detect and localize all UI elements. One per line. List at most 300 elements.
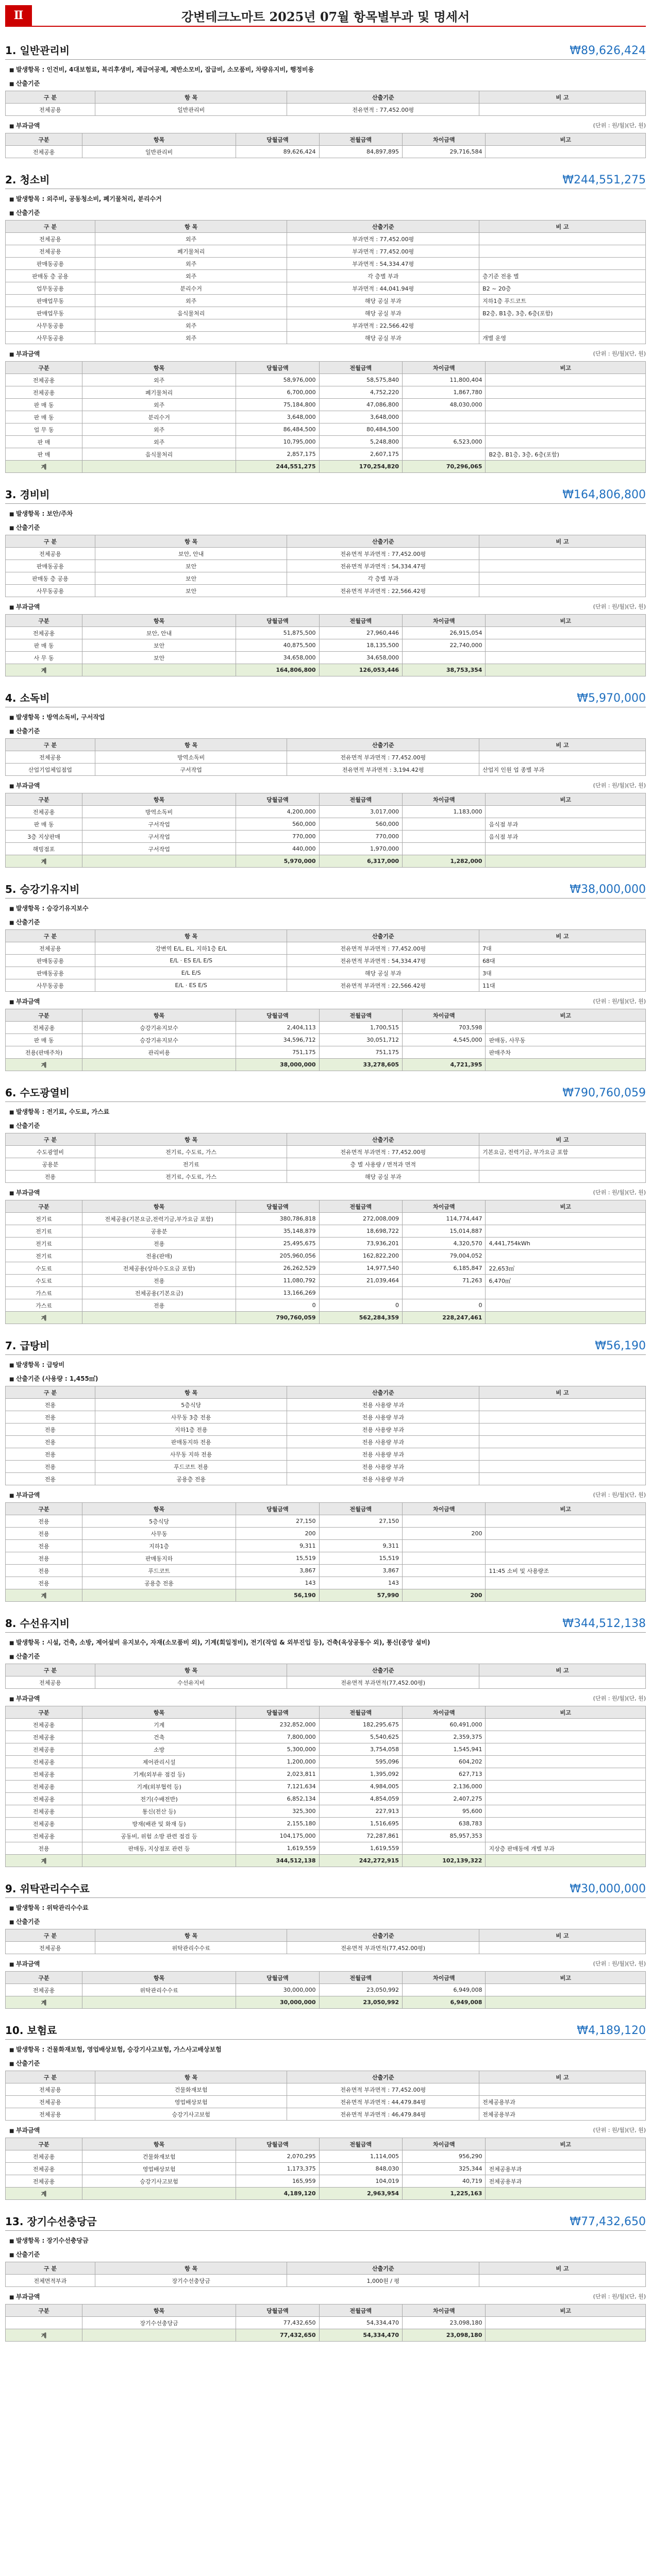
result-col-header: 비고 — [486, 1200, 646, 1213]
result-cell: 전체공용(기본요금,전력기금,부가요금 포함) — [82, 1213, 236, 1225]
standard-cell — [479, 1423, 646, 1436]
result-cell: 판 매 — [6, 448, 82, 461]
standard-cell: 층기준 전용 별 — [479, 270, 646, 282]
result-cell: 18,135,500 — [319, 639, 402, 652]
total-cell — [486, 1312, 646, 1324]
standard-col-header: 비 고 — [479, 1664, 646, 1676]
standard-col-header: 산출기준 — [287, 930, 479, 942]
result-table — [5, 2138, 646, 2200]
result-row — [6, 1528, 646, 1540]
unit-note: (단위 : 원/월)(단, 원) — [593, 603, 646, 610]
standard-cell: 층 별 사용량 / 면적과 면적 — [287, 1158, 479, 1171]
result-cell: 전체공용 — [6, 2175, 82, 2188]
result-col-header: 전월금액 — [319, 2304, 402, 2317]
section-amount: ₩790,760,059 — [562, 1087, 646, 1099]
result-row — [6, 806, 646, 818]
standard-cell: 보안 — [95, 572, 287, 585]
result-cell: 3,648,000 — [236, 411, 319, 423]
result-cell — [6, 2317, 82, 2329]
total-cell — [486, 855, 646, 868]
result-cell: 47,086,800 — [319, 399, 402, 411]
result-cell: 전용 — [6, 1515, 82, 1528]
total-cell — [486, 2188, 646, 2200]
section-header — [5, 42, 646, 60]
result-cell: 전체공용 — [6, 806, 82, 818]
result-col-header: 당월금액 — [236, 1972, 319, 1984]
result-cell: 770,000 — [236, 831, 319, 843]
result-cell: 공동비, 위험 소방 관련 점검 등 — [82, 1830, 236, 1842]
standard-table — [5, 929, 646, 992]
result-cell: 전체공용 — [6, 627, 82, 639]
result-cell: 소방 — [82, 1743, 236, 1756]
standard-cell: 전용 사용량 부과 — [287, 1473, 479, 1485]
section-1 — [5, 42, 646, 158]
standard-table — [5, 738, 646, 776]
doc-title: 강변테크노마트 2025년 07월 항목별부과 및 명세서 — [181, 9, 470, 24]
standard-cell — [479, 319, 646, 332]
result-row — [6, 1552, 646, 1565]
standard-cell: 전체공용 — [6, 233, 95, 245]
result-cell: 전체공용 — [6, 1781, 82, 1793]
result-col-header: 항목 — [82, 1972, 236, 1984]
result-row — [6, 843, 646, 855]
result-cell: 13,166,269 — [236, 1287, 319, 1299]
result-cell: 7,800,000 — [236, 1731, 319, 1743]
result-cell: 48,030,000 — [403, 399, 486, 411]
result-cell: 23,098,180 — [403, 2317, 486, 2329]
result-cell: 10,795,000 — [236, 436, 319, 448]
result-cell: 72,287,861 — [319, 1830, 402, 1842]
sections-container — [5, 42, 646, 2342]
result-cell: 전체공용 — [6, 1756, 82, 1768]
section-title: 4. 소독비 — [5, 692, 50, 704]
result-cell — [486, 1577, 646, 1589]
result-cell: 84,897,895 — [319, 146, 402, 158]
section-amount: ₩89,626,424 — [570, 44, 646, 57]
result-row — [6, 1046, 646, 1059]
standard-cell: 분리수거 — [95, 282, 287, 295]
standard-cell: 수도광열비 — [6, 1146, 95, 1158]
result-cell: 판 매 동 — [6, 818, 82, 831]
total-cell — [82, 1589, 236, 1602]
result-cell: 전체공용 — [6, 2163, 82, 2175]
standard-cell: 전체공용 — [6, 104, 95, 116]
result-cell — [319, 1528, 402, 1540]
total-cell: 38,000,000 — [236, 1059, 319, 1071]
standard-row — [6, 1399, 646, 1411]
total-cell: 102,139,322 — [403, 1855, 486, 1867]
result-cell: 232,852,000 — [236, 1719, 319, 1731]
result-cell — [486, 411, 646, 423]
standard-cell: E/L · ES E/S — [95, 979, 287, 992]
result-label: ■ 부과금액 (단위 : 원/월)(단, 원) — [9, 781, 646, 790]
section-header — [5, 1880, 646, 1898]
standard-col-header: 항 목 — [95, 1133, 287, 1146]
section-header — [5, 1615, 646, 1633]
standard-cell: 전체공용 — [6, 1942, 95, 1954]
total-cell: 200 — [403, 1589, 486, 1602]
result-cell: 15,519 — [319, 1552, 402, 1565]
result-cell: 21,039,464 — [319, 1275, 402, 1287]
standard-cell: 판매동공용 — [6, 967, 95, 979]
result-label: ■ 부과금액 (단위 : 원/월)(단, 원) — [9, 1188, 646, 1197]
standard-cell: 폐기물처리 — [95, 245, 287, 258]
result-cell: 26,262,529 — [236, 1262, 319, 1275]
section-amount: ₩244,551,275 — [562, 174, 646, 187]
result-col-header: 차이금액 — [403, 1706, 486, 1719]
result-col-header: 차이금액 — [403, 1503, 486, 1515]
standard-cell: 사무동공용 — [6, 979, 95, 992]
section-amount: ₩77,432,650 — [570, 2215, 646, 2228]
standard-cell: 판매동공용 — [6, 560, 95, 572]
result-col-header: 당월금액 — [236, 1706, 319, 1719]
result-cell: 분리수거 — [82, 411, 236, 423]
standard-cell: 3대 — [479, 967, 646, 979]
standard-cell: 전유면적 부과면적 : 77,452.00평 — [287, 2083, 479, 2096]
result-cell: 전체공용 — [6, 1805, 82, 1818]
result-cell — [486, 1250, 646, 1262]
standard-row — [6, 548, 646, 560]
standard-cell: 전체공용 — [6, 942, 95, 955]
result-cell — [486, 806, 646, 818]
standard-row — [6, 955, 646, 967]
standard-row — [6, 560, 646, 572]
unit-note: (단위 : 원/월)(단, 원) — [593, 1960, 646, 1967]
standard-row — [6, 1171, 646, 1183]
result-cell: 627,713 — [403, 1768, 486, 1781]
standard-cell: 해당 공실 부과 — [287, 1171, 479, 1183]
standard-label: ■ 산출기준 — [9, 726, 646, 735]
result-col-header: 항목 — [82, 1200, 236, 1213]
result-cell: 전용 — [6, 1528, 82, 1540]
standard-cell: 사무동공용 — [6, 332, 95, 344]
result-cell: 89,626,424 — [236, 146, 319, 158]
result-cell: 지상층 판매동에 개별 부과 — [486, 1842, 646, 1855]
result-cell: 2,359,375 — [403, 1731, 486, 1743]
standard-cell: 전용 — [6, 1399, 95, 1411]
result-cell: 182,295,675 — [319, 1719, 402, 1731]
result-cell: 51,875,500 — [236, 627, 319, 639]
result-cell: 전용(판매주차) — [6, 1046, 82, 1059]
result-cell: 통신(전산 등) — [82, 1805, 236, 1818]
standard-cell — [479, 548, 646, 560]
result-cell: 전체공용 — [6, 374, 82, 386]
result-cell: 방역소독비 — [82, 806, 236, 818]
total-cell: 57,990 — [319, 1589, 402, 1602]
result-cell: 770,000 — [319, 831, 402, 843]
result-cell: 전체공용 — [6, 1830, 82, 1842]
result-cell — [486, 652, 646, 664]
result-cell — [403, 423, 486, 436]
result-row — [6, 1022, 646, 1034]
result-cell: 장기수선충당금 — [82, 2317, 236, 2329]
total-cell: 계 — [6, 1589, 82, 1602]
result-table — [5, 133, 646, 158]
total-cell: 562,284,359 — [319, 1312, 402, 1324]
result-row — [6, 1287, 646, 1299]
result-cell: 0 — [236, 1299, 319, 1312]
section-description: ■ 발생항목 : 외주비, 공동청소비, 폐기물처리, 분리수거 — [9, 194, 646, 203]
section-header — [5, 2213, 646, 2231]
result-cell: 판 매 동 — [6, 639, 82, 652]
standard-row — [6, 104, 646, 116]
standard-cell: 전용 — [6, 1473, 95, 1485]
total-row — [6, 1312, 646, 1324]
result-cell: 2,857,175 — [236, 448, 319, 461]
result-col-header: 비고 — [486, 1972, 646, 1984]
section-header — [5, 1084, 646, 1102]
standard-cell: 해당 공실 부과 — [287, 332, 479, 344]
result-row — [6, 1818, 646, 1830]
standard-cell — [479, 585, 646, 597]
result-col-header: 항목 — [82, 615, 236, 627]
result-cell: 수도료 — [6, 1275, 82, 1287]
result-row — [6, 2163, 646, 2175]
standard-cell: 해당 공실 부과 — [287, 295, 479, 307]
result-cell: 판매동지하 — [82, 1552, 236, 1565]
result-cell — [403, 843, 486, 855]
standard-cell — [479, 751, 646, 764]
result-cell: 1,545,941 — [403, 1743, 486, 1756]
result-col-header: 전월금액 — [319, 793, 402, 806]
section-amount: ₩56,190 — [595, 1340, 646, 1352]
result-cell: 판 매 동 — [6, 1034, 82, 1046]
result-cell: 판 매 — [6, 436, 82, 448]
result-row — [6, 2175, 646, 2188]
standard-cell: 각 층별 부과 — [287, 270, 479, 282]
result-col-header: 구분 — [6, 2304, 82, 2317]
result-cell: 5층식당 — [82, 1515, 236, 1528]
standard-cell: 각 층별 부과 — [287, 572, 479, 585]
result-cell: 60,491,000 — [403, 1719, 486, 1731]
total-row — [6, 1996, 646, 2009]
result-cell — [486, 1818, 646, 1830]
result-label: ■ 부과금액 (단위 : 원/월)(단, 원) — [9, 2126, 646, 2134]
result-cell: 영업배상보험 — [82, 2163, 236, 2175]
result-cell: 전기(수배전반) — [82, 1793, 236, 1805]
result-cell: 54,334,470 — [319, 2317, 402, 2329]
standard-cell: 위탁관리수수료 — [95, 1942, 287, 1954]
standard-row — [6, 1461, 646, 1473]
standard-row — [6, 751, 646, 764]
standard-cell: 구서작업 — [95, 764, 287, 776]
result-cell: 제어관리시설 — [82, 1756, 236, 1768]
standard-label: ■ 산출기준 — [9, 523, 646, 532]
standard-table — [5, 220, 646, 344]
standard-col-header: 산출기준 — [287, 1664, 479, 1676]
result-row — [6, 411, 646, 423]
total-cell: 1,282,000 — [403, 855, 486, 868]
result-cell: 음식점 부과 — [486, 818, 646, 831]
result-row — [6, 1238, 646, 1250]
standard-row — [6, 1448, 646, 1461]
total-cell — [82, 2188, 236, 2200]
result-cell: 86,484,500 — [236, 423, 319, 436]
result-row — [6, 448, 646, 461]
result-col-header: 항목 — [82, 133, 236, 146]
result-col-header: 차이금액 — [403, 362, 486, 374]
result-cell: 9,311 — [319, 1540, 402, 1552]
result-col-header: 차이금액 — [403, 1009, 486, 1022]
standard-row — [6, 967, 646, 979]
result-cell: 1,970,000 — [319, 843, 402, 855]
section-title: 2. 청소비 — [5, 174, 50, 186]
total-row — [6, 1059, 646, 1071]
result-cell — [486, 1793, 646, 1805]
standard-col-header: 비 고 — [479, 221, 646, 233]
standard-cell: 전용 — [6, 1411, 95, 1423]
result-cell: 전체공용 — [6, 386, 82, 399]
result-cell: 전용 — [6, 1540, 82, 1552]
standard-cell: 외주 — [95, 233, 287, 245]
section-header — [5, 2022, 646, 2040]
result-cell: 전용 — [6, 1552, 82, 1565]
unit-note: (단위 : 원/월)(단, 원) — [593, 2127, 646, 2133]
result-row — [6, 1262, 646, 1275]
standard-col-header: 비 고 — [479, 2262, 646, 2275]
standard-cell: 전용 — [6, 1171, 95, 1183]
result-col-header: 전월금액 — [319, 2138, 402, 2150]
result-row — [6, 1830, 646, 1842]
standard-cell — [479, 560, 646, 572]
standard-cell — [479, 1461, 646, 1473]
result-col-header: 비고 — [486, 1706, 646, 1719]
standard-cell — [479, 1448, 646, 1461]
result-cell: 판매주차 — [486, 1046, 646, 1059]
standard-col-header: 구 분 — [6, 1133, 95, 1146]
result-cell: 3,648,000 — [319, 411, 402, 423]
result-cell: 2,023,811 — [236, 1768, 319, 1781]
result-cell: 1,619,559 — [319, 1842, 402, 1855]
result-row — [6, 1731, 646, 1743]
result-cell: 27,150 — [319, 1515, 402, 1528]
standard-cell: 수선유지비 — [95, 1676, 287, 1689]
result-cell: 604,202 — [403, 1756, 486, 1768]
section-8 — [5, 1615, 646, 1867]
section-header — [5, 172, 646, 189]
result-row — [6, 1565, 646, 1577]
standard-cell — [479, 1171, 646, 1183]
section-header — [5, 1337, 646, 1355]
standard-col-header: 항 목 — [95, 2071, 287, 2083]
result-col-header: 비고 — [486, 362, 646, 374]
standard-row — [6, 245, 646, 258]
standard-cell: 보안, 안내 — [95, 548, 287, 560]
result-cell: 4,441,754kWh — [486, 1238, 646, 1250]
result-cell: 건물화재보험 — [82, 2150, 236, 2163]
result-col-header: 전월금액 — [319, 1706, 402, 1719]
result-cell: 18,698,722 — [319, 1225, 402, 1238]
result-cell: 34,658,000 — [319, 652, 402, 664]
result-cell: 해빙점포 — [6, 843, 82, 855]
standard-cell: 68대 — [479, 955, 646, 967]
result-cell: 1,173,375 — [236, 2163, 319, 2175]
result-cell: 2,070,295 — [236, 2150, 319, 2163]
standard-cell: 업무동공용 — [6, 282, 95, 295]
standard-cell: 전유면적 부과면적 : 77,452.00평 — [287, 751, 479, 764]
total-cell — [82, 1855, 236, 1867]
standard-col-header: 구 분 — [6, 739, 95, 751]
standard-col-header: 비 고 — [479, 930, 646, 942]
standard-cell: 전유면적 부과면적 : 77,452.00평 — [287, 1146, 479, 1158]
result-cell: 전체공용 — [6, 1768, 82, 1781]
result-cell: 22,653㎥ — [486, 1262, 646, 1275]
result-cell: 40,719 — [403, 2175, 486, 2188]
standard-cell: 판매업무동 — [6, 307, 95, 319]
result-row — [6, 1793, 646, 1805]
standard-row — [6, 942, 646, 955]
total-row — [6, 1589, 646, 1602]
standard-label: ■ 산출기준 — [9, 1917, 646, 1926]
total-cell: 4,189,120 — [236, 2188, 319, 2200]
standard-cell: 부과면적 : 54,334.47평 — [287, 258, 479, 270]
result-cell: 위탁관리수수료 — [82, 1984, 236, 1996]
standard-cell: 전유면적 부과면적 : 77,452.00평 — [287, 942, 479, 955]
result-cell — [403, 1540, 486, 1552]
standard-col-header: 산출기준 — [287, 1386, 479, 1399]
result-cell: 325,300 — [236, 1805, 319, 1818]
section-description: ■ 발생항목 : 인건비, 4대보험료, 복리후생비, 제급여공제, 제반소모비, 잡급비, 소모품비, 차량유지비, 행정비용 — [9, 65, 646, 74]
result-cell: 440,000 — [236, 843, 319, 855]
standard-col-header: 비 고 — [479, 2071, 646, 2083]
result-label: ■ 부과금액 (단위 : 원/월)(단, 원) — [9, 1694, 646, 1703]
standard-label: ■ 산출기준 — [9, 2250, 646, 2259]
result-cell: 사 무 동 — [6, 652, 82, 664]
result-cell: 27,150 — [236, 1515, 319, 1528]
section-description: ■ 발생항목 : 장기수선충당금 — [9, 2236, 646, 2245]
result-row — [6, 1515, 646, 1528]
result-cell — [403, 1046, 486, 1059]
result-cell — [486, 1719, 646, 1731]
standard-cell: 전유면적 부과면적 : 3,194.42평 — [287, 764, 479, 776]
result-col-header: 차이금액 — [403, 1972, 486, 1984]
section-description: ■ 발생항목 : 승강기유지보수 — [9, 904, 646, 912]
section-2 — [5, 172, 646, 473]
result-cell — [486, 423, 646, 436]
standard-col-header: 항 목 — [95, 930, 287, 942]
standard-label: ■ 산출기준 — [9, 1121, 646, 1130]
result-col-header: 당월금액 — [236, 2304, 319, 2317]
result-cell: 1,200,000 — [236, 1756, 319, 1768]
result-col-header: 구분 — [6, 1009, 82, 1022]
result-cell — [486, 1830, 646, 1842]
standard-cell: 사무동 지하 전용 — [95, 1448, 287, 1461]
result-cell: 판 매 동 — [6, 399, 82, 411]
total-cell: 계 — [6, 1855, 82, 1867]
result-row — [6, 1299, 646, 1312]
unit-note: (단위 : 원/월)(단, 원) — [593, 1695, 646, 1702]
result-cell: 전용 — [82, 1275, 236, 1287]
section-7 — [5, 1337, 646, 1602]
result-cell: 29,716,584 — [403, 146, 486, 158]
total-cell: 54,334,470 — [319, 2329, 402, 2342]
standard-cell: 전유면적 부과면적 : 44,479.84평 — [287, 2096, 479, 2108]
result-cell — [486, 1528, 646, 1540]
unit-note: (단위 : 원/월)(단, 원) — [593, 782, 646, 789]
result-cell: 전기료 — [6, 1250, 82, 1262]
standard-col-header: 산출기준 — [287, 221, 479, 233]
standard-cell: 전용 사용량 부과 — [287, 1436, 479, 1448]
result-row — [6, 2150, 646, 2163]
result-table — [5, 1502, 646, 1602]
result-cell: 6,852,134 — [236, 1793, 319, 1805]
standard-cell: 산업지 인원 업 종별 부과 — [479, 764, 646, 776]
result-cell: 79,004,052 — [403, 1250, 486, 1262]
result-cell — [486, 1743, 646, 1756]
standard-col-header: 항 목 — [95, 221, 287, 233]
result-table — [5, 1200, 646, 1324]
result-cell: 승강기사고보험 — [82, 2175, 236, 2188]
